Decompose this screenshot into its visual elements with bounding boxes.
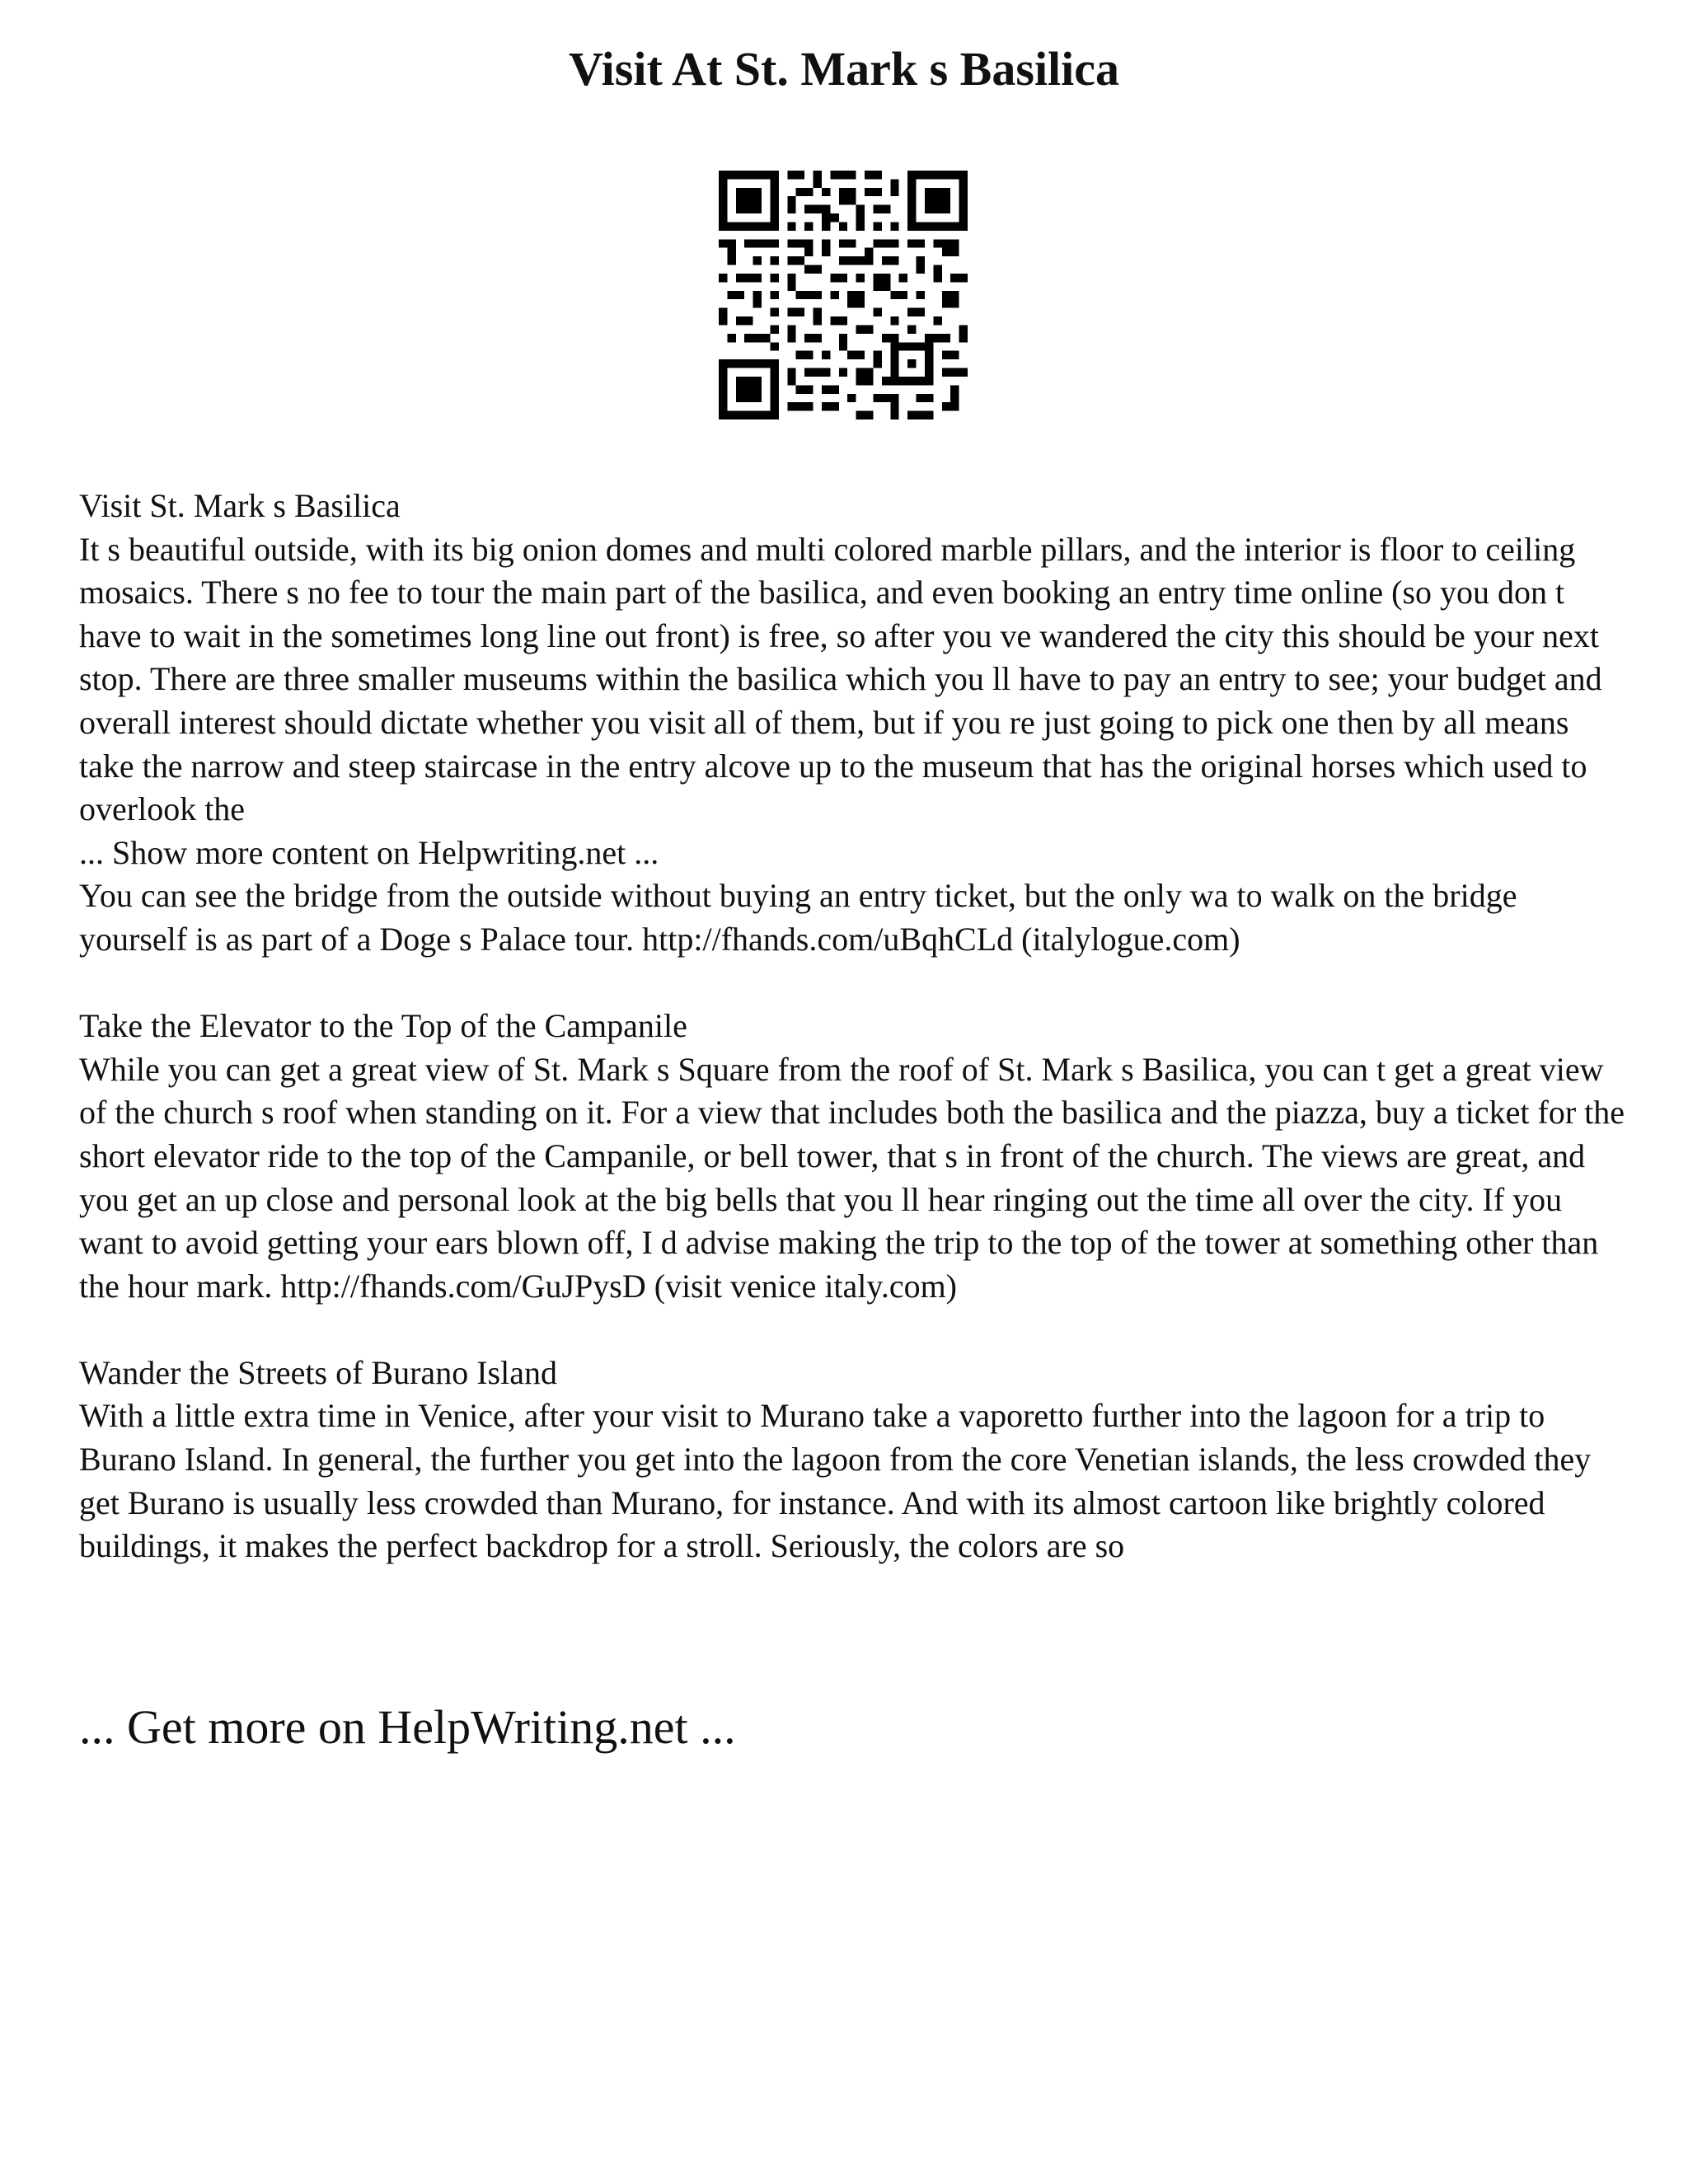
section-heading: Take the Elevator to the Top of the Campanile (79, 1007, 687, 1045)
qr-code-icon (719, 171, 968, 419)
paragraph: You can see the bridge from the outside without buying an entry ticket, but the only wa to walk on the bridge yourself is as part of a Doge s Palace tour. http://fhands.com/uBqhCLd (italylogue.com) (79, 877, 1517, 958)
page-title: Visit At St. Mark s Basilica (568, 42, 1120, 96)
get-more-link[interactable]: ... Get more on HelpWriting.net ... (79, 1700, 736, 1754)
article-body (79, 485, 1629, 1611)
paragraph: While you can get a great view of St. Mark s Square from the roof of St. Mark s Basilica, you can t get a great view of the church s roof when standing on it. For a view that includes both the basilica and the piazza, buy a ticket for the short elevator ride to the top of the Campanile, or bell tower, that s in front of the church. The views are great, and you get an up close and personal look at the big bells that you ll hear ringing out the time all over the city. If you want to avoid getting your ears blown off, I d advise making the trip to the top of the tower at something other than the hour mark. http://fhands.com/GuJPysD (visit venice italy.com) (79, 1050, 1625, 1305)
paragraph: With a little extra time in Venice, after your visit to Murano take a vaporetto further into the lagoon for a trip to Burano Island. In general, the further you get into the lagoon from the core Venetian islands, the less crowded they get Burano is usually less crowded than Murano, for instance. And with its almost cartoon like brightly colored buildings, it makes the perfect backdrop for a stroll. Seriously, the colors are so (79, 1397, 1592, 1565)
show-more-link[interactable]: ... Show more content on Helpwriting.net ... (79, 833, 659, 871)
section-campanile (79, 1005, 1629, 1308)
section-heading: Visit St. Mark s Basilica (79, 487, 401, 524)
section-heading: Wander the Streets of Burano Island (79, 1353, 557, 1391)
section-st-marks-basilica (79, 485, 1629, 962)
paragraph: It s beautiful outside, with its big onion domes and multi colored marble pillars, and the interior is floor to ceiling mosaics. There s no fee to tour the main part of the basilica, and even booking an entry time online (so you don t have to wait in the sometimes long line out front) is free, so after you ve wandered the city this should be your next stop. There are three smaller museums within the basilica which you ll have to pay an entry to see; your budget and overall interest should dictate whether you visit all of them, but if you re just going to pick one then by all means take the narrow and steep staircase in the entry alcove up to the museum that has the original horses which used to overlook the (79, 530, 1602, 828)
section-burano-island (79, 1352, 1629, 1568)
